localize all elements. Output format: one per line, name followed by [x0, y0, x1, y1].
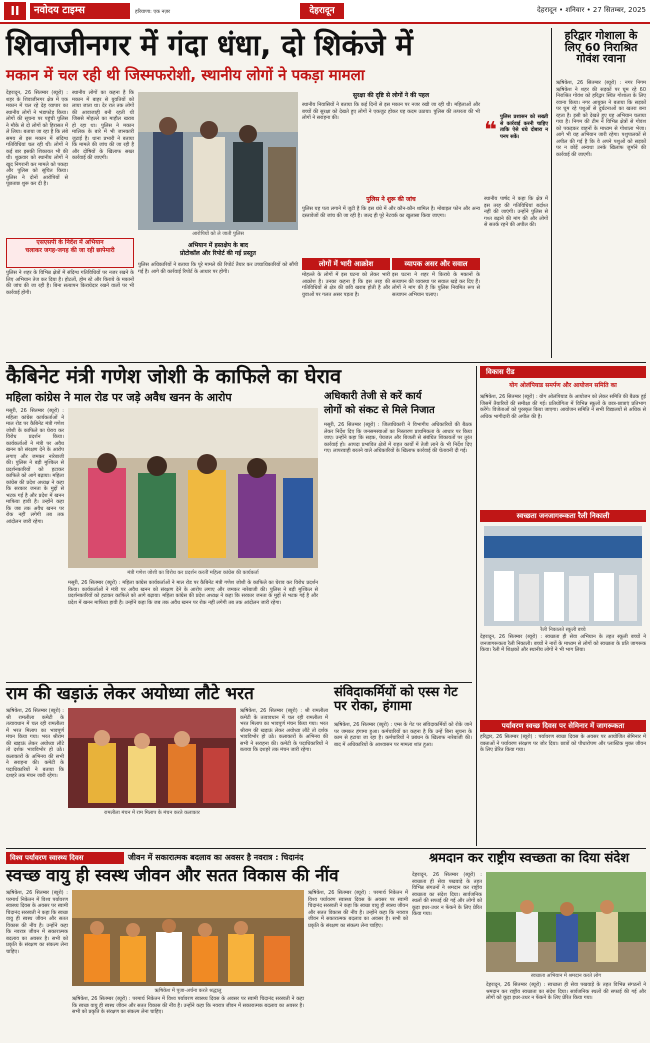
shramdaan-text-continued: देहरादून, 26 सितम्बर (ब्यूरो) : स्वच्छता ही सेवा पखवाड़े के तहत विभिन्न संगठनों ने श्रमदान कर राष्ट्रीय स्वच्छता का संदेश दिया। सार्वजनिक स्थलों की सफाई की गई और लोगों को कूड़ा इधर-उधर न फेंकने के लिए प्रेरित किया गया। — [486, 982, 648, 1001]
workers-headline: संविदाकर्मियों को एस्स गेट पर रोका, हंगामा — [334, 685, 458, 714]
officers-subheadline: लोगों को संकट से मिले निजात — [324, 405, 435, 416]
quote-mark-icon: ❝ — [484, 118, 497, 143]
column-rule — [551, 28, 552, 358]
side-photo — [484, 526, 642, 626]
protest-subheadline: महिला कांग्रेस ने माल रोड पर जड़े अवैध खनन के आरोप — [6, 391, 232, 404]
lead-box-text: पुलिस ने शहर के विभिन्न क्षेत्रों में संदिग्ध गतिविधियों पर नजर रखने के लिए अभियान तेज कर दिया है। होटलों, होम स्टे और किराये के मकानों की जांच की जा रही है। बिना सत्यापन किरायेदार रखने वालों पर भी कार्रवाई होगी। — [6, 270, 136, 296]
shramdaan-text: देहरादून, 26 सितम्बर (ब्यूरो) : स्वच्छता ही सेवा पखवाड़े के तहत विभिन्न संगठनों ने श्रमदान कर राष्ट्रीय स्वच्छता का संदेश दिया। सार्वजनिक स्थलों की सफाई की गई और लोगों को कूड़ा इधर-उधर न फेंकने के लिए प्रेरित किया गया। — [412, 872, 484, 917]
lead-bottom-title: अभियान में हस्तक्षेप के बाद — [187, 242, 249, 249]
lead-bottom-text: पुलिस अधिकारियों ने बताया कि पूरे मामले की रिपोर्ट तैयार कर उच्चाधिकारियों को सौंपी गई है। आगे की कार्रवाई रिपोर्ट के आधार पर होगी। — [138, 262, 300, 275]
date-line: देहरादून • शनिवार • 27 सितम्बर, 2025 — [537, 6, 646, 14]
lead-box — [6, 238, 134, 268]
lead-box-title2: चलाकर जगह-जगह की जा रही छापेमारी — [25, 247, 115, 254]
lead-bar1: लोगों में भारी आक्रोश — [302, 258, 390, 270]
protest-photo — [68, 408, 318, 568]
side-top-text: ऋषिकेश, 26 सितम्बर (ब्यूरो) : नगर निगम ऋषिकेश ने शहर की सड़कों पर घूम रहे 60 निराश्रित गोवंश को हरिद्वार स्थित गोशाला के लिए रवाना किया। नगर आयुक्त ने बताया कि सड़कों पर घूम रहे पशुओं से दुर्घटनाओं का खतरा बना रहता है। इसी को देखते हुए यह अभियान चलाया गया है। निगम की टीम ने विभिन्न क्षेत्रों से गोवंश को पकड़कर वाहनों के माध्यम से गोशाला भेजा। आगे भी यह अभियान जारी रहेगा। पशुपालकों से अपील की गई है कि वे अपने पशुओं को सड़कों पर न छोड़ें अन्यथा उनके खिलाफ जुर्माने की कार्रवाई की जाएगी। — [556, 80, 648, 158]
workers-text: ऋषिकेश, 26 सितम्बर (ब्यूरो) : एम्स के गेट पर संविदाकर्मियों को रोके जाने पर जमकर हंगामा हुआ। कर्मचारियों का कहना है कि उन्हें बिना सूचना के काम से हटाया जा रहा है। कर्मचारियों ने प्रबंधन के खिलाफ नारेबाजी की। बाद में अधिकारियों के आश्वासन पर मामला शांत हुआ। — [334, 722, 474, 748]
ram-text-continued: ऋषिकेश, 26 सितम्बर (ब्यूरो) : श्री रामलीला कमेटी के तत्वावधान में चल रही रामलीला में भरत मिलाप का भावपूर्ण मंचन किया गया। भरत श्रीराम की खड़ाऊं लेकर अयोध्या लौटे तो दर्शक भावविभोर हो उठे। कलाकारों के अभिनय की सभी ने सराहना की। कमेटी के पदाधिकारियों ने बताया कि दशहरे तक मंचन जारी रहेगा। — [240, 708, 330, 753]
shramdaan-photo-caption: स्वच्छता अभियान में श्रमदान करते लोग — [530, 973, 602, 979]
officers-headline: अधिकारी तेजी से करें कार्य — [324, 391, 422, 402]
lead-subheadline: मकान में चल रही थी जिस्मफरोशी, स्थानीय लोगों ने पकड़ा मामला — [6, 66, 365, 84]
ram-photo — [68, 708, 236, 808]
lead-box-title: एसएसपी के निर्देश में अभियान — [36, 239, 104, 246]
brand-logo: नवोदय टाइम्स — [30, 3, 130, 19]
section-rule — [6, 682, 472, 683]
side-text2: देहरादून, 26 सितम्बर (ब्यूरो) : स्वच्छता ही सेवा अभियान के तहत स्कूली बच्चों ने जनजागरूकता रैली निकाली। बच्चों ने नारों के माध्यम से लोगों को स्वच्छता के प्रति जागरूक किया। रैली में शिक्षकों और स्थानीय लोगों ने भी भाग लिया। — [480, 634, 648, 653]
lead-quote-text: स्थानीय पार्षद ने कहा कि क्षेत्र में इस तरह की गतिविधियां बर्दाश्त नहीं की जाएंगी। उन्होंने पुलिस से गश्त बढ़ाने की मांग की और लोगों से सतर्क रहने की अपील की। — [484, 196, 550, 228]
section-rule — [6, 848, 646, 849]
city-label: देहरादून — [300, 3, 344, 19]
ram-headline: राम की खड़ाऊं लेकर अयोध्या लौटे भरत — [6, 684, 254, 704]
side-text3: हरिद्वार, 26 सितम्बर (ब्यूरो) : पर्यावरण स्वच्छ दिवस के अवसर पर आयोजित सेमिनार में वक्ताओं ने पर्यावरण संरक्षण पर जोर दिया। छात्रों को पौधारोपण और प्लास्टिक मुक्त जीवन के लिए प्रेरित किया गया। — [480, 734, 648, 753]
shramdaan-headline: श्रमदान कर राष्ट्रीय स्वच्छता का दिया संदेश — [428, 851, 630, 866]
section-rule — [6, 362, 646, 363]
env-photo — [72, 890, 304, 986]
side-headline1: योग ओलंपियाड समर्पण और आयोजन समिति का — [509, 382, 617, 389]
page-number: II — [4, 2, 26, 20]
env-text-continued: ऋषिकेश, 26 सितम्बर (ब्यूरो) : परमार्थ निकेतन में विश्व पर्यावरण स्वास्थ्य दिवस के अवसर पर स्वामी चिदानंद सरस्वती ने कहा कि स्वच्छ वायु ही स्वस्थ जीवन और सतत विकास की नींव है। उन्होंने कहा कि नवरात्र जीवन में सकारात्मक बदलाव का अवसर है। सभी को प्रकृति के संरक्षण का संकल्प लेना चाहिए। — [72, 996, 306, 1015]
side-top-headline: हरिद्वार गोशाला के लिए 60 निराश्रित गोवंश रवाना — [564, 29, 638, 66]
env-tag: विश्व पर्यावरण स्वास्थ्य दिवस — [6, 852, 124, 864]
env-headline: स्वच्छ वायु ही स्वस्थ जीवन और सतत विकास की नींव — [6, 866, 339, 886]
side-photo-caption: रैली निकालते स्कूली बच्चे — [540, 627, 586, 633]
officers-text: मसूरी, 26 सितम्बर (ब्यूरो) : जिलाधिकारी ने विभागीय अधिकारियों की बैठक लेकर निर्देश दिए कि जनसमस्याओं का निस्तारण प्राथमिकता के आधार पर किया जाए। उन्होंने कहा कि सड़क, पेयजल और बिजली से संबंधित शिकायतों पर तुरंत कार्रवाई हो। आपदा प्रभावित क्षेत्रों में राहत कार्यों में तेजी लाने के भी निर्देश दिए गए। लापरवाही बरतने वाले अधिकारियों के खिलाफ कार्रवाई की चेतावनी दी गई। — [324, 422, 474, 454]
lead-col2: स्थानीय लोगों का कहना है कि मकान में बाहर से युवतियों को लाया जाता था। देर रात तक लोगों की आवाजाही बनी रहती थी जिससे मोहल्ले का माहौल खराब हो रहा था। पुलिस ने मकान मालिक के बारे में भी जानकारी जुटाई है। थाना प्रभारी ने बताया कि मामले की जांच की जा रही है और दोषियों के खिलाफ सख्त कार्रवाई की जाएगी। — [72, 90, 136, 161]
lead-mid-title2: पुलिस ने शुरू की जांच — [366, 196, 416, 203]
side-text1: ऋषिकेश, 26 सितम्बर (ब्यूरो) : योग ओलंपियाड के आयोजन को लेकर समिति की बैठक हुई जिसमें तैयारियों की समीक्षा की गई। प्रतियोगिता में विभिन्न स्कूलों के छात्र-छात्राएं प्रतिभाग करेंगे। विजेताओं को पुरस्कृत किया जाएगा। आयोजन समिति ने सभी विद्यालयों से अधिक से अधिक भागीदारी की अपील की है। — [480, 394, 648, 420]
lead-bottom-title2: प्रोटोकॉल और रिपोर्ट की गई प्रस्तुत — [180, 250, 256, 257]
side-tag: विकास रीड — [480, 366, 646, 378]
ram-text: ऋषिकेश, 26 सितम्बर (ब्यूरो) : श्री रामलीला कमेटी के तत्वावधान में चल रही रामलीला में भरत मिलाप का भावपूर्ण मंचन किया गया। भरत श्रीराम की खड़ाऊं लेकर अयोध्या लौटे तो दर्शक भावविभोर हो उठे। कलाकारों के अभिनय की सभी ने सराहना की। कमेटी के पदाधिकारियों ने बताया कि दशहरे तक मंचन जारी रहेगा। — [6, 708, 66, 779]
protest-text: मसूरी, 26 सितम्बर (ब्यूरो) : महिला कांग्रेस कार्यकर्ताओं ने माल रोड पर कैबिनेट मंत्री गणेश जोशी के काफिले का घेराव कर विरोध प्रदर्शन किया। कार्यकर्ताओं ने मंत्री पर अवैध खनन को संरक्षण देने के आरोप लगाए और जमकर नारेबाजी की। पुलिस ने बड़ी मुश्किल से प्रदर्शनकारियों को हटाकर काफिले को आगे बढ़ाया। महिला कांग्रेस की प्रदेश अध्यक्ष ने कहा कि सरकार जनता के मुद्दों से भटक गई है और प्रदेश में खनन माफिया हावी है। उन्होंने कहा कि जब तक अवैध खनन पर रोक नहीं लगेगी तब तक आंदोलन जारी रहेगा। — [6, 408, 66, 525]
shramdaan-photo — [486, 872, 646, 972]
masthead-small-text: हरियाणा: एक नज़र — [135, 9, 171, 15]
protest-text-continued: मसूरी, 26 सितम्बर (ब्यूरो) : महिला कांग्रेस कार्यकर्ताओं ने माल रोड पर कैबिनेट मंत्री गणेश जोशी के काफिले का घेराव कर विरोध प्रदर्शन किया। कार्यकर्ताओं ने मंत्री पर अवैध खनन को संरक्षण देने के आरोप लगाए और जमकर नारेबाजी की। पुलिस ने बड़ी मुश्किल से प्रदर्शनकारियों को हटाकर काफिले को आगे बढ़ाया। महिला कांग्रेस की प्रदेश अध्यक्ष ने कहा कि सरकार जनता के मुद्दों से भटक गई है और प्रदेश में खनन माफिया हावी है। उन्होंने कहा कि जब तक अवैध खनन पर रोक नहीं लगेगी तब तक आंदोलन जारी रहेगा। — [68, 580, 320, 606]
env-text-column3: ऋषिकेश, 26 सितम्बर (ब्यूरो) : परमार्थ निकेतन में विश्व पर्यावरण स्वास्थ्य दिवस के अवसर पर स्वामी चिदानंद सरस्वती ने कहा कि स्वच्छ वायु ही स्वस्थ जीवन और सतत विकास की नींव है। उन्होंने कहा कि नवरात्र जीवन में सकारात्मक बदलाव का अवसर है। सभी को प्रकृति के संरक्षण का संकल्प लेना चाहिए। — [308, 890, 410, 929]
env-text: ऋषिकेश, 26 सितम्बर (ब्यूरो) : परमार्थ निकेतन में विश्व पर्यावरण स्वास्थ्य दिवस के अवसर पर स्वामी चिदानंद सरस्वती ने कहा कि स्वच्छ वायु ही स्वस्थ जीवन और सतत विकास की नींव है। उन्होंने कहा कि नवरात्र जीवन में सकारात्मक बदलाव का अवसर है। सभी को प्रकृति के संरक्षण का संकल्प लेना चाहिए। — [6, 890, 70, 955]
lead-quote: पुलिस प्रशासन को सख्ती से कार्रवाई करनी चाहिए ताकि ऐसे धंधे दोबारा न पनप सकें। — [500, 114, 550, 140]
lead-mid-text2: पुलिस यह पता लगाने में जुटी है कि इस धंधे में और कौन-कौन शामिल है। मोबाइल फोन और अन्य दस्तावेजों की जांच की जा रही है। जल्द ही पूरे नेटवर्क का खुलासा किया जाएगा। — [302, 206, 482, 219]
lead-mid-text1: स्थानीय निवासियों ने बताया कि कई दिनों से इस मकान पर नजर रखी जा रही थी। महिलाओं और बच्चों की सुरक्षा को देखते हुए लोगों ने एकजुट होकर यह कदम उठाया। पुलिस की तत्परता की भी लोगों ने सराहना की। — [302, 102, 482, 121]
side-bar: स्वच्छता जनजागरूकता रैली निकाली — [480, 510, 646, 522]
env-tagline: जीवन में सकारात्मक बदलाव का अवसर है नवरात्र : चिदानंद — [128, 853, 304, 862]
lead-mid-title1: सुरक्षा की दृष्टि से लोगों ने की पहल — [352, 92, 430, 99]
env-photo-caption: ऋषिकेश में पूजा-अर्चना करते श्रद्धालु — [154, 988, 222, 994]
side-bar2: पर्यावरण स्वच्छ दिवस पर सेमिनार में जागरूकता — [480, 720, 646, 732]
lead-bar1-text: मोहल्ले के लोगों में इस घटना को लेकर भारी आक्रोश है। उनका कहना है कि इस तरह की गतिविधियों से क्षेत्र की छवि खराब होती है और युवाओं पर गलत असर पड़ता है। — [302, 272, 392, 298]
ram-photo-caption: रामलीला मंचन में राम मिलाप के मंचन करते कलाकार — [104, 810, 200, 816]
protest-headline: कैबिनेट मंत्री गणेश जोशी के काफिले का घेराव — [6, 364, 342, 388]
protest-photo-caption: मंत्री गणेश जोशी का विरोध कर प्रदर्शन करतीं महिला कांग्रेस की कार्यकर्ता — [127, 570, 259, 576]
lead-col1: देहरादून, 26 सितम्बर (ब्यूरो) : शहर के शिवाजीनगर क्षेत्र में एक मकान में चल रहे देह व्यापार का स्थानीय लोगों ने भंडाफोड़ किया। लोगों की सूचना पर पहुंची पुलिस ने मौके से दो लोगों को हिरासत में ले लिया। बताया जा रहा है कि लंबे समय से इस मकान में संदिग्ध गतिविधियां चल रही थीं। लोगों ने कई बार इसकी शिकायत भी की थी। शुक्रवार को स्थानीय लोगों ने खुद निगरानी कर मामले को पकड़ा और पुलिस को सूचित किया। पुलिस ने दोनों आरोपियों से पूछताछ शुरू कर दी है। — [6, 90, 70, 187]
column-rule — [476, 366, 477, 846]
lead-bar2-text: इस घटना ने शहर में किराये के मकानों के सत्यापन की व्यवस्था पर सवाल खड़े कर दिए हैं। लोगों ने मांग की है कि पुलिस नियमित रूप से सत्यापन अभियान चलाए। — [392, 272, 482, 298]
lead-photo-caption: आरोपियों को ले जाती पुलिस — [192, 231, 244, 237]
lead-headline: शिवाजीनगर में गंदा धंधा, दो शिकंजे में — [6, 28, 413, 62]
lead-bar2: व्यापक असर और सवाल — [392, 258, 480, 270]
lead-photo — [138, 92, 298, 230]
